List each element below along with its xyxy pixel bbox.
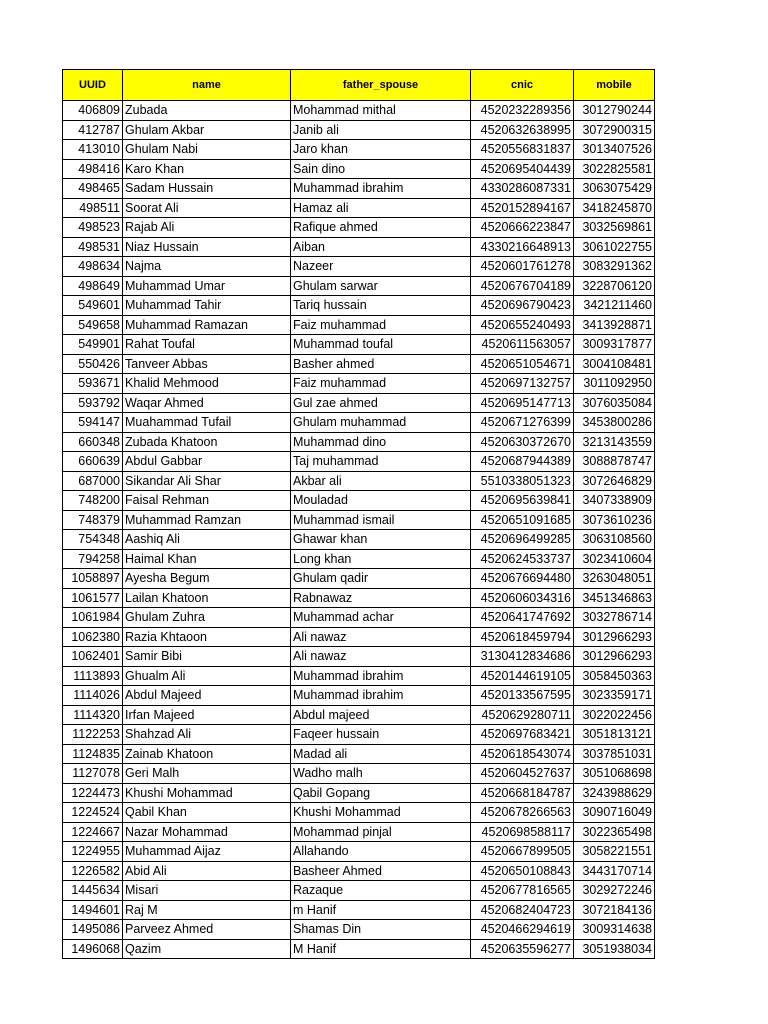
father-spouse-cell: Muhammad ismail: [291, 510, 471, 530]
table-row: [63, 159, 655, 179]
cnic-cell: 4520650108843: [471, 861, 574, 881]
column-header-mobile: mobile: [574, 70, 655, 101]
uuid-cell: 1226582: [63, 861, 123, 881]
uuid-cell: 593792: [63, 393, 123, 413]
father-spouse-cell: Sain dino: [291, 159, 471, 179]
cnic-cell: 4520655240493: [471, 315, 574, 335]
name-cell: Misari: [123, 881, 291, 901]
mobile-cell: 3058450363: [574, 666, 655, 686]
name-cell: Najma: [123, 257, 291, 277]
mobile-cell: 3009314638: [574, 920, 655, 940]
mobile-cell: 3413928871: [574, 315, 655, 335]
mobile-cell: 3013407526: [574, 140, 655, 160]
father-spouse-cell: Faiz muhammad: [291, 315, 471, 335]
table-row: [63, 822, 655, 842]
cnic-cell: 4520635596277: [471, 939, 574, 959]
cnic-cell: 4520466294619: [471, 920, 574, 940]
table-row: [63, 315, 655, 335]
uuid-cell: 1062401: [63, 647, 123, 667]
uuid-cell: 498531: [63, 237, 123, 257]
cnic-cell: 4520668184787: [471, 783, 574, 803]
name-cell: Ghulam Zuhra: [123, 608, 291, 628]
father-spouse-cell: Qabil Gopang: [291, 783, 471, 803]
mobile-cell: 3453800286: [574, 413, 655, 433]
name-cell: Khalid Mehmood: [123, 374, 291, 394]
uuid-cell: 1224473: [63, 783, 123, 803]
table-row: [63, 198, 655, 218]
table-row: [63, 588, 655, 608]
uuid-cell: 1495086: [63, 920, 123, 940]
mobile-cell: 3073610236: [574, 510, 655, 530]
uuid-cell: 748200: [63, 491, 123, 511]
mobile-cell: 3072184136: [574, 900, 655, 920]
cnic-cell: 4520687944389: [471, 452, 574, 472]
name-cell: Muhammad Umar: [123, 276, 291, 296]
uuid-cell: 498649: [63, 276, 123, 296]
name-cell: Faisal Rehman: [123, 491, 291, 511]
table-row: [63, 666, 655, 686]
uuid-cell: 549901: [63, 335, 123, 355]
name-cell: Aashiq Ali: [123, 530, 291, 550]
uuid-cell: 1122253: [63, 725, 123, 745]
name-cell: Shahzad Ali: [123, 725, 291, 745]
uuid-cell: 1127078: [63, 764, 123, 784]
cnic-cell: 4520667899505: [471, 842, 574, 862]
uuid-cell: 1224667: [63, 822, 123, 842]
mobile-cell: 3012790244: [574, 101, 655, 121]
cnic-cell: 4520133567595: [471, 686, 574, 706]
father-spouse-cell: Long khan: [291, 549, 471, 569]
name-cell: Ayesha Begum: [123, 569, 291, 589]
father-spouse-cell: Khushi Mohammad: [291, 803, 471, 823]
cnic-cell: 4520651054671: [471, 354, 574, 374]
mobile-cell: 3072646829: [574, 471, 655, 491]
mobile-cell: 3004108481: [574, 354, 655, 374]
cnic-cell: 4520618543074: [471, 744, 574, 764]
table-row: [63, 608, 655, 628]
father-spouse-cell: Janib ali: [291, 120, 471, 140]
table-row: [63, 413, 655, 433]
cnic-cell: 4520696499285: [471, 530, 574, 550]
mobile-cell: 3058221551: [574, 842, 655, 862]
mobile-cell: 3228706120: [574, 276, 655, 296]
table-row: [63, 725, 655, 745]
name-cell: Razia Khtaoon: [123, 627, 291, 647]
mobile-cell: 3022825581: [574, 159, 655, 179]
father-spouse-cell: Mohammad pinjal: [291, 822, 471, 842]
table-row: [63, 237, 655, 257]
table-row: [63, 218, 655, 238]
cnic-cell: 4520682404723: [471, 900, 574, 920]
mobile-cell: 3023410604: [574, 549, 655, 569]
cnic-cell: 5510338051323: [471, 471, 574, 491]
mobile-cell: 3009317877: [574, 335, 655, 355]
cnic-cell: 4520641747692: [471, 608, 574, 628]
mobile-cell: 3011092950: [574, 374, 655, 394]
father-spouse-cell: Ali nawaz: [291, 647, 471, 667]
mobile-cell: 3243988629: [574, 783, 655, 803]
table-row: [63, 510, 655, 530]
cnic-cell: 4520695147713: [471, 393, 574, 413]
mobile-cell: 3061022755: [574, 237, 655, 257]
name-cell: Tanveer Abbas: [123, 354, 291, 374]
name-cell: Muhammad Ramzan: [123, 510, 291, 530]
cnic-cell: 4520671276399: [471, 413, 574, 433]
name-cell: Parveez Ahmed: [123, 920, 291, 940]
name-cell: Haimal Khan: [123, 549, 291, 569]
name-cell: Sadam Hussain: [123, 179, 291, 199]
name-cell: Muahammad Tufail: [123, 413, 291, 433]
mobile-cell: 3037851031: [574, 744, 655, 764]
table-row: [63, 705, 655, 725]
name-cell: Ghulam Nabi: [123, 140, 291, 160]
father-spouse-cell: Gul zae ahmed: [291, 393, 471, 413]
cnic-cell: 4520152894167: [471, 198, 574, 218]
uuid-cell: 549658: [63, 315, 123, 335]
mobile-cell: 3213143559: [574, 432, 655, 452]
mobile-cell: 3090716049: [574, 803, 655, 823]
table-row: [63, 296, 655, 316]
cnic-cell: 4520606034316: [471, 588, 574, 608]
column-header-cnic: cnic: [471, 70, 574, 101]
uuid-cell: 748379: [63, 510, 123, 530]
father-spouse-cell: Ghulam muhammad: [291, 413, 471, 433]
cnic-cell: 4520630372670: [471, 432, 574, 452]
table-row: [63, 744, 655, 764]
cnic-cell: 4520678266563: [471, 803, 574, 823]
mobile-cell: 3063075429: [574, 179, 655, 199]
mobile-cell: 3407338909: [574, 491, 655, 511]
uuid-cell: 593671: [63, 374, 123, 394]
father-spouse-cell: Muhammad ibrahim: [291, 686, 471, 706]
father-spouse-cell: Ghulam sarwar: [291, 276, 471, 296]
mobile-cell: 3022022456: [574, 705, 655, 725]
name-cell: Niaz Hussain: [123, 237, 291, 257]
name-cell: Samir Bibi: [123, 647, 291, 667]
table-row: [63, 374, 655, 394]
father-spouse-cell: Akbar ali: [291, 471, 471, 491]
uuid-cell: 660639: [63, 452, 123, 472]
mobile-cell: 3023359171: [574, 686, 655, 706]
name-cell: Zainab Khatoon: [123, 744, 291, 764]
name-cell: Ghulam Akbar: [123, 120, 291, 140]
name-cell: Muhammad Aijaz: [123, 842, 291, 862]
table-row: [63, 686, 655, 706]
name-cell: Waqar Ahmed: [123, 393, 291, 413]
uuid-cell: 754348: [63, 530, 123, 550]
table-row: [63, 257, 655, 277]
father-spouse-cell: Shamas Din: [291, 920, 471, 940]
father-spouse-cell: M Hanif: [291, 939, 471, 959]
mobile-cell: 3083291362: [574, 257, 655, 277]
father-spouse-cell: Madad ali: [291, 744, 471, 764]
uuid-cell: 549601: [63, 296, 123, 316]
name-cell: Abdul Majeed: [123, 686, 291, 706]
father-spouse-cell: Muhammad dino: [291, 432, 471, 452]
uuid-cell: 498511: [63, 198, 123, 218]
uuid-cell: 1496068: [63, 939, 123, 959]
table-row: [63, 803, 655, 823]
name-cell: Rahat Toufal: [123, 335, 291, 355]
mobile-cell: 3451346863: [574, 588, 655, 608]
mobile-cell: 3088878747: [574, 452, 655, 472]
name-cell: Lailan Khatoon: [123, 588, 291, 608]
father-spouse-cell: Muhammad ibrahim: [291, 666, 471, 686]
cnic-cell: 4520676704189: [471, 276, 574, 296]
cnic-cell: 4520144619105: [471, 666, 574, 686]
uuid-cell: 1224955: [63, 842, 123, 862]
table-row: [63, 140, 655, 160]
father-spouse-cell: Abdul majeed: [291, 705, 471, 725]
name-cell: Zubada: [123, 101, 291, 121]
father-spouse-cell: Ghulam qadir: [291, 569, 471, 589]
name-cell: Karo Khan: [123, 159, 291, 179]
table-row: [63, 549, 655, 569]
name-cell: Zubada Khatoon: [123, 432, 291, 452]
mobile-cell: 3032786714: [574, 608, 655, 628]
table-row: [63, 101, 655, 121]
cnic-cell: 4520697132757: [471, 374, 574, 394]
name-cell: Ghualm Ali: [123, 666, 291, 686]
cnic-cell: 4520556831837: [471, 140, 574, 160]
mobile-cell: 3063108560: [574, 530, 655, 550]
table-row: [63, 354, 655, 374]
father-spouse-cell: Rafique ahmed: [291, 218, 471, 238]
name-cell: Muhammad Ramazan: [123, 315, 291, 335]
table-row: [63, 335, 655, 355]
table-row: [63, 276, 655, 296]
father-spouse-cell: m Hanif: [291, 900, 471, 920]
name-cell: Irfan Majeed: [123, 705, 291, 725]
cnic-cell: 4520604527637: [471, 764, 574, 784]
mobile-cell: 3051813121: [574, 725, 655, 745]
name-cell: Abdul Gabbar: [123, 452, 291, 472]
father-spouse-cell: Razaque: [291, 881, 471, 901]
column-header-father-spouse: father_spouse: [291, 70, 471, 101]
uuid-cell: 794258: [63, 549, 123, 569]
name-cell: Abid Ali: [123, 861, 291, 881]
table-row: [63, 393, 655, 413]
father-spouse-cell: Taj muhammad: [291, 452, 471, 472]
uuid-cell: 498465: [63, 179, 123, 199]
cnic-cell: 4520666223847: [471, 218, 574, 238]
table-row: [63, 842, 655, 862]
table-row: [63, 647, 655, 667]
father-spouse-cell: Basheer Ahmed: [291, 861, 471, 881]
father-spouse-cell: Muhammad ibrahim: [291, 179, 471, 199]
father-spouse-cell: Hamaz ali: [291, 198, 471, 218]
uuid-cell: 1124835: [63, 744, 123, 764]
mobile-cell: 3051938034: [574, 939, 655, 959]
name-cell: Muhammad Tahir: [123, 296, 291, 316]
name-cell: Khushi Mohammad: [123, 783, 291, 803]
mobile-cell: 3421211460: [574, 296, 655, 316]
mobile-cell: 3263048051: [574, 569, 655, 589]
uuid-cell: 687000: [63, 471, 123, 491]
name-cell: Qazim: [123, 939, 291, 959]
mobile-cell: 3076035084: [574, 393, 655, 413]
father-spouse-cell: Tariq hussain: [291, 296, 471, 316]
uuid-cell: 660348: [63, 432, 123, 452]
table-row: [63, 120, 655, 140]
cnic-cell: 4520611563057: [471, 335, 574, 355]
father-spouse-cell: Muhammad toufal: [291, 335, 471, 355]
table-row: [63, 900, 655, 920]
uuid-cell: 594147: [63, 413, 123, 433]
mobile-cell: 3022365498: [574, 822, 655, 842]
father-spouse-cell: Basher ahmed: [291, 354, 471, 374]
table-row: [63, 920, 655, 940]
name-cell: Geri Malh: [123, 764, 291, 784]
uuid-cell: 1113893: [63, 666, 123, 686]
father-spouse-cell: Faqeer hussain: [291, 725, 471, 745]
cnic-cell: 3130412834686: [471, 647, 574, 667]
uuid-cell: 498523: [63, 218, 123, 238]
cnic-cell: 4520695639841: [471, 491, 574, 511]
name-cell: Qabil Khan: [123, 803, 291, 823]
table-row: [63, 491, 655, 511]
name-cell: Soorat Ali: [123, 198, 291, 218]
header-row: [63, 70, 655, 101]
uuid-cell: 1494601: [63, 900, 123, 920]
cnic-cell: 4520629280711: [471, 705, 574, 725]
cnic-cell: 4520677816565: [471, 881, 574, 901]
uuid-cell: 1224524: [63, 803, 123, 823]
mobile-cell: 3418245870: [574, 198, 655, 218]
father-spouse-cell: Faiz muhammad: [291, 374, 471, 394]
father-spouse-cell: Allahando: [291, 842, 471, 862]
table-row: [63, 471, 655, 491]
cnic-cell: 4520696790423: [471, 296, 574, 316]
cnic-cell: 4330216648913: [471, 237, 574, 257]
cnic-cell: 4520698588117: [471, 822, 574, 842]
name-cell: Raj M: [123, 900, 291, 920]
father-spouse-cell: Ghawar khan: [291, 530, 471, 550]
uuid-cell: 1062380: [63, 627, 123, 647]
table-row: [63, 783, 655, 803]
table-row: [63, 939, 655, 959]
name-cell: Sikandar Ali Shar: [123, 471, 291, 491]
uuid-cell: 406809: [63, 101, 123, 121]
uuid-cell: 1058897: [63, 569, 123, 589]
mobile-cell: 3072900315: [574, 120, 655, 140]
column-header-uuid: UUID: [63, 70, 123, 101]
table-row: [63, 432, 655, 452]
mobile-cell: 3012966293: [574, 627, 655, 647]
father-spouse-cell: Mohammad mithal: [291, 101, 471, 121]
father-spouse-cell: Muhammad achar: [291, 608, 471, 628]
cnic-cell: 4520695404439: [471, 159, 574, 179]
uuid-cell: 498634: [63, 257, 123, 277]
father-spouse-cell: Jaro khan: [291, 140, 471, 160]
table-row: [63, 179, 655, 199]
uuid-cell: 1445634: [63, 881, 123, 901]
cnic-cell: 4520697683421: [471, 725, 574, 745]
table-row: [63, 764, 655, 784]
table-row: [63, 569, 655, 589]
cnic-cell: 4520618459794: [471, 627, 574, 647]
father-spouse-cell: Ali nawaz: [291, 627, 471, 647]
uuid-cell: 412787: [63, 120, 123, 140]
cnic-cell: 4520632638995: [471, 120, 574, 140]
table-row: [63, 881, 655, 901]
cnic-cell: 4520232289356: [471, 101, 574, 121]
cnic-cell: 4520676694480: [471, 569, 574, 589]
father-spouse-cell: Rabnawaz: [291, 588, 471, 608]
father-spouse-cell: Mouladad: [291, 491, 471, 511]
uuid-cell: 1061984: [63, 608, 123, 628]
mobile-cell: 3029272246: [574, 881, 655, 901]
column-header-name: name: [123, 70, 291, 101]
father-spouse-cell: Wadho malh: [291, 764, 471, 784]
uuid-cell: 1114026: [63, 686, 123, 706]
father-spouse-cell: Nazeer: [291, 257, 471, 277]
uuid-cell: 1061577: [63, 588, 123, 608]
uuid-cell: 550426: [63, 354, 123, 374]
mobile-cell: 3051068698: [574, 764, 655, 784]
table-row: [63, 861, 655, 881]
cnic-cell: 4520601761278: [471, 257, 574, 277]
cnic-cell: 4520624533737: [471, 549, 574, 569]
table-row: [63, 452, 655, 472]
uuid-cell: 498416: [63, 159, 123, 179]
mobile-cell: 3032569861: [574, 218, 655, 238]
cnic-cell: 4520651091685: [471, 510, 574, 530]
cnic-cell: 4330286087331: [471, 179, 574, 199]
name-cell: Rajab Ali: [123, 218, 291, 238]
mobile-cell: 3012966293: [574, 647, 655, 667]
father-spouse-cell: Aiban: [291, 237, 471, 257]
table-row: [63, 627, 655, 647]
mobile-cell: 3443170714: [574, 861, 655, 881]
data-table: [62, 69, 655, 959]
uuid-cell: 1114320: [63, 705, 123, 725]
name-cell: Nazar Mohammad: [123, 822, 291, 842]
uuid-cell: 413010: [63, 140, 123, 160]
table-row: [63, 530, 655, 550]
